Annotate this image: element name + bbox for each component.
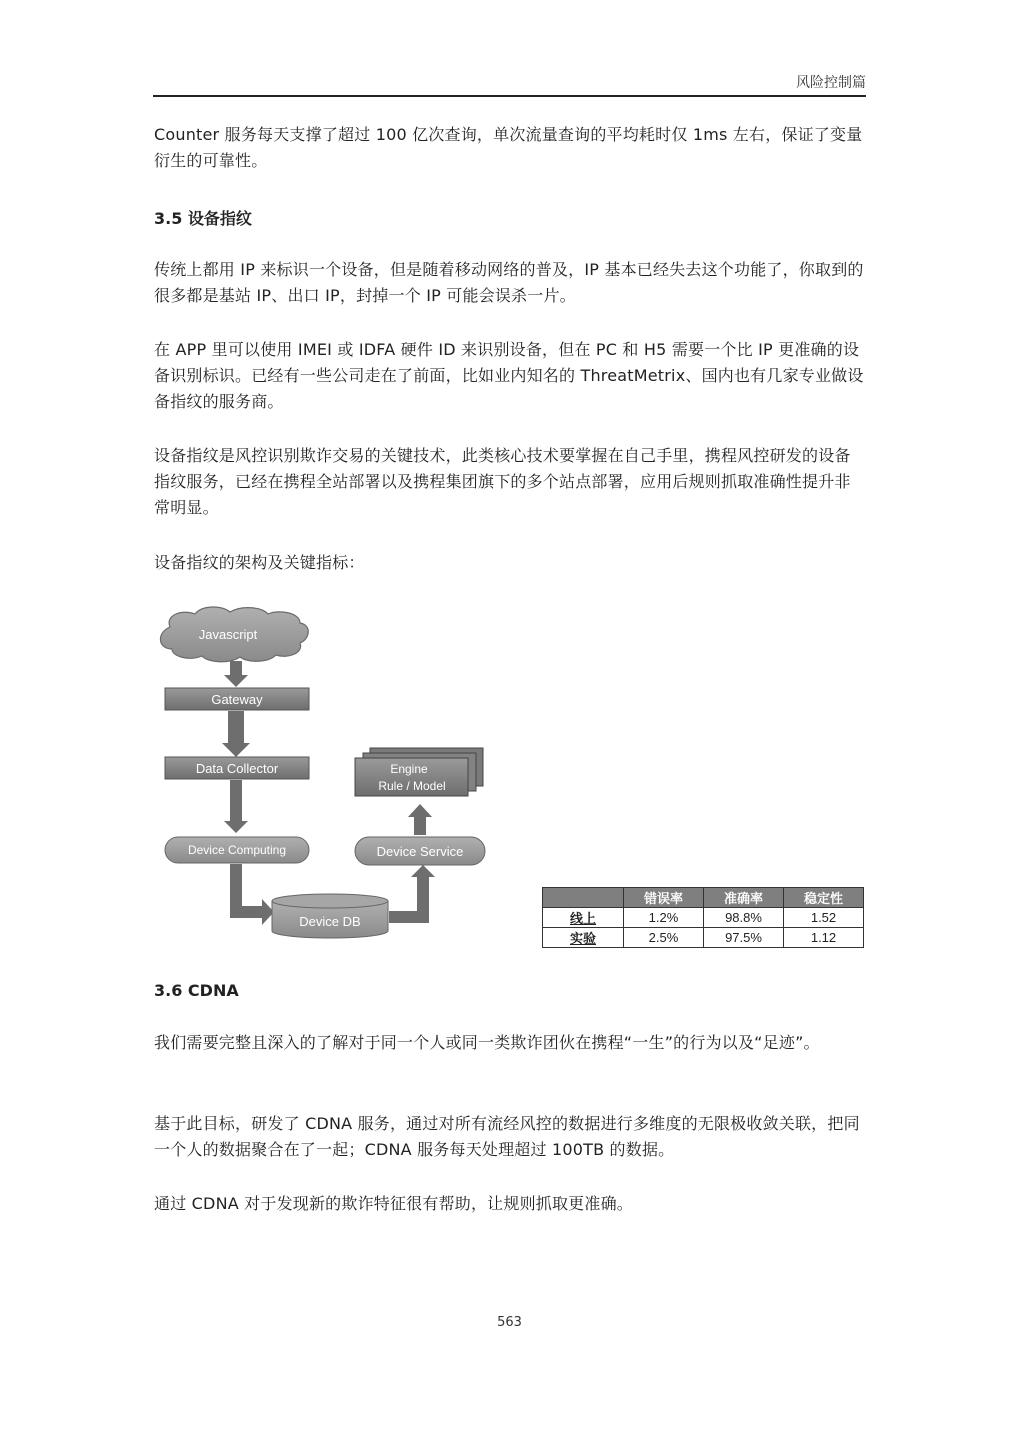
rule-model-label: Rule / Model: [378, 779, 446, 793]
header-rule: [153, 95, 866, 97]
gateway-label: Gateway: [211, 692, 263, 707]
arrow-collector-computing: [224, 780, 248, 833]
paragraph-ip: 传统上都用 IP 来标识一个设备，但是随着移动网络的普及，IP 基本已经失去这个功能了，你取到的很多都是基站 IP、出口 IP，封掉一个 IP 可能会误杀一片。: [154, 260, 864, 305]
paragraph-counter: Counter 服务每天支撑了超过 100 亿次查询，单次流量查询的平均耗时仅 1ms 左右，保证了变量衍生的可靠性。: [154, 125, 863, 170]
paragraph-app: 在 APP 里可以使用 IMEI 或 IDFA 硬件 ID 来识别设备，但在 PC 和 H5 需要一个比 IP 更准确的设备识别标识。已经有一些公司走在了前面，比如业内知名的 ThreatMetrix、国内也有几家专业做设备指纹的服务商。: [154, 340, 864, 411]
data-collector-label: Data Collector: [195, 761, 279, 776]
metrics-header-accuracy: 准确率: [704, 888, 784, 908]
device-db-cylinder: [272, 894, 388, 938]
arrow-db-service: [389, 865, 435, 923]
page-number: 563: [497, 1315, 522, 1330]
row-label-online: 线上: [543, 908, 624, 928]
table-cell: 2.5%: [624, 928, 704, 948]
engine-label: Engine: [390, 762, 428, 776]
engine-stack: [355, 748, 483, 796]
javascript-label: Javascript: [198, 627, 258, 642]
row-label-experiment: 实验: [543, 928, 624, 948]
javascript-cloud: [160, 607, 308, 662]
metrics-table: [542, 887, 864, 948]
device-service-node: [355, 837, 485, 865]
metrics-header-error-rate: 错误率: [624, 888, 704, 908]
arrow-computing-db: [230, 864, 274, 925]
arrow-gateway-collector: [222, 711, 250, 757]
metrics-header-stability: 稳定性: [784, 888, 864, 908]
arrow-service-engine: [408, 804, 432, 835]
heading-3-5: 3.5 设备指纹: [154, 209, 252, 228]
table-cell: 1.2%: [624, 908, 704, 928]
table-row: [543, 928, 864, 948]
device-db-label: Device DB: [299, 914, 361, 929]
paragraph-cdna-benefit: 通过 CDNA 对于发现新的欺诈特征很有帮助，让规则抓取更准确。: [154, 1194, 633, 1213]
table-cell: 98.8%: [704, 908, 784, 928]
metrics-header-row: [543, 888, 864, 908]
device-computing-node: [165, 837, 309, 863]
table-cell: 97.5%: [704, 928, 784, 948]
heading-3-6: 3.6 CDNA: [154, 981, 239, 1000]
paragraph-cdna-goal: 我们需要完整且深入的了解对于同一个人或同一类欺诈团伙在携程“一生”的行为以及“足迹”。: [154, 1033, 820, 1052]
table-cell: 1.52: [784, 908, 864, 928]
device-service-label: Device Service: [376, 844, 464, 859]
gateway-box: [165, 688, 309, 710]
table-row: [543, 908, 864, 928]
data-collector-box: [165, 757, 309, 779]
paragraph-fingerprint: 设备指纹是风控识别欺诈交易的关键技术，此类核心技术要掌握在自己手里，携程风控研发的设备指纹服务，已经在携程全站部署以及携程集团旗下的多个站点部署，应用后规则抓取准确性提升非常明显。: [154, 446, 851, 517]
device-computing-label: Device Computing: [187, 843, 287, 857]
running-header: 风险控制篇: [796, 75, 866, 91]
metrics-corner-cell: [543, 888, 624, 908]
arrow-js-gateway: [224, 661, 248, 687]
table-cell: 1.12: [784, 928, 864, 948]
architecture-diagram: [150, 605, 500, 945]
paragraph-architecture: 设备指纹的架构及关键指标：: [154, 553, 365, 572]
paragraph-cdna-service: 基于此目标，研发了 CDNA 服务，通过对所有流经风控的数据进行多维度的无限极收敛关联，把同一个人的数据聚合在了一起；CDNA 服务每天处理超过 100TB 的数据。: [154, 1114, 860, 1159]
